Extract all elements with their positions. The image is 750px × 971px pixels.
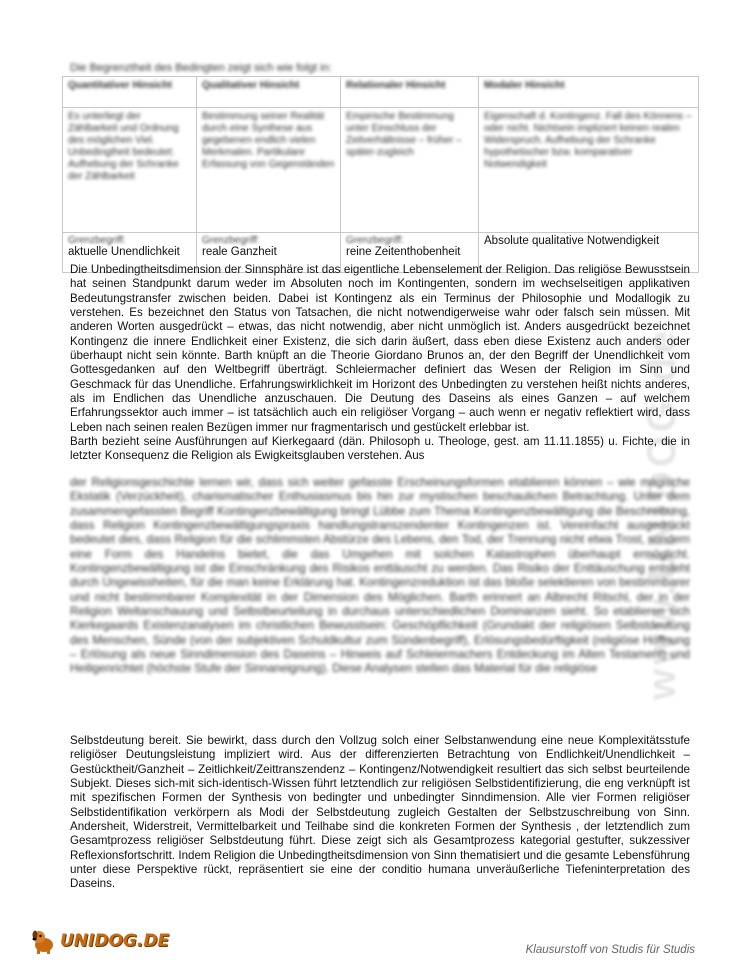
limit-concept: aktuelle Unendlichkeit — [68, 246, 180, 258]
table-row — [63, 108, 699, 233]
body-text-clear-end — [70, 734, 690, 892]
limit-concept: Absolute qualitative Notwendigkeit — [484, 235, 660, 247]
table-cell: Es unterliegt der Zählbarkeit und Ordnung des möglichen Viel. Unbedingtheit bedeutet: Aufhebung der Schranke der Zählbarkeit — [63, 108, 197, 233]
body-text-clear — [70, 263, 690, 464]
watermark: www.UNIDOG.de — [640, 327, 684, 700]
limit-concept: reine Zeitenthobenheit — [346, 246, 461, 258]
limit-label: Grenzbegriff: — [68, 235, 126, 246]
table-intro: Die Begrenztheit des Bedingten zeigt sich wie folgt in: — [70, 62, 332, 74]
table-cell: Bestimmung seiner Realität durch eine Synthese aus gegebenen endlich vielen Merkmalen. Partikulare Erfassung von Gegenständen — [197, 108, 341, 233]
paragraph: Die Unbedingtheitsdimension der Sinnsphäre ist das eigentliche Lebenselement der Religion. Das religiöse Bewusstsein hat seinen Standpunkt darum weder im Absoluten noch im Kontingenten, sondern im wechselseitigen applikativen Bedeutungstransfer zwischen beiden. Dabei ist Kontingenz als ein Terminus der Philosophie und Modallogik zu verstehen. Es bezeichnet den Status von Tatsachen, die nicht notwendigerweise wahr oder falsch sein müssen. Mit anderen Worten ausgedrückt – etwas, das nicht notwendig, aber nicht unmöglich ist. Anders ausgedrückt bezeichnet Kontingenz die innere Endlichkeit einer Existenz, die sich darin äußert, dass eben diese Existenz auch anders oder überhaupt nicht sein könnte. Barth knüpft an die Theorie Giordano Brunos an, der den Begriff der Unendlichkeit vom Gottesgedanken auf den Weltbegriff überträgt. Schleiermacher definiert das Wesen der Religion im Sinn und Geschmack für das Unendliche. Erfahrungswirklichkeit im Horizont des Unbedingten zu verstehen heißt nichts anderes, als im Endlichen das Unendliche anzuschauen. Die Deutung des Daseins als eines Ganzen – auf welchem Erfahrungssektor auch immer – ist tatsächlich auch ein religiöser Vorgang – auch wenn er negativ reflektiert wird, dass Leben nach seinen realen Bezügen immer nur fragmentarisch und gestückelt erlebbar ist. — [70, 263, 690, 434]
logo-text: UNIDOG.DE — [60, 931, 170, 951]
table-header: Qualitativer Hinsicht — [197, 77, 341, 108]
table-cell: Eigenschaft d. Kontingenz. Fall des Könnens – oder nicht. Nichtsein impliziert keinen realen Widerspruch. Aufhebung der Schranke hypothetischer bzw. komparativer Notwendigkeit — [479, 108, 699, 233]
body-text-blurred — [70, 476, 690, 734]
table-header: Modaler Hinsicht — [479, 77, 699, 108]
unidog-logo[interactable] — [28, 924, 169, 958]
table-header-row — [63, 77, 699, 108]
footer-tagline: Klausurstoff von Studis für Studis — [525, 944, 695, 956]
limit-label: Grenzbegriff: — [346, 235, 404, 246]
limit-concept: reale Ganzheit — [202, 246, 277, 258]
paragraph: der Religionsgeschichte lernen wir, dass sich weiter gefasste Erscheinungsformen etablieren können – wie magische Ekstatik (Verzückheit), charismatischer Enthusiasmus bis hin zur mystischen beschaulichen Betrachtung. Unter dem zusammengefassten Begriff Kontingenzbewältigung bringt Lübbe zum Thema Kontingenzbewältigung die Beschreibung, dass Religion Kontingenzbewältigungspraxis handlungstranszendenter Kontingenzen ist. Vereinfacht ausgedrückt bedeutet dies, dass Religion für die schlimmsten Abstürze des Lebens, den Tod, der Trennung nicht etwa Trost, sondern eine Form des Handelns bietet, die das Umgehen mit solchen Katastrophen überhaupt ermöglicht. Kontingenzbewältigung ist die Einschränkung des Risikos enttäuscht zu werden. Das Risiko der Enttäuschung entsteht durch Ungewissheiten, für die man keine Erklärung hat. Kontingenzreduktion ist das bloße selektieren von bestimmbarer und nicht bestimmbarer Komplexität in der Dimension des Möglichen. Barth erinnert an Albrecht Ritschl, der in der Religion Weltanschauung und Selbstbeurteilung in durchaus unterschiedlichen Dominanzen sieht. So etablieren sich Kierkegaards Existenzanalysen im christlichen Bewusstsein: Geschöpflichkeit (Grundakt der religiösen Selbstdeutung des Menschen, Sünde (von der subjektiven Schuldkultur zum Sündenbegriff), Erlösungsbedürftigkeit (religiöse Hoffnung – Erlösung als neue Sinndimension des Daseins – Hinweis auf Schleiermachers Entdeckung im Alten Testament) und Heiligenrichtet (höchste Stufe der Sinnaneignung). Diese Analysen stellen das Material für die religiöse — [70, 476, 690, 676]
limitation-table — [62, 76, 699, 273]
dog-icon — [28, 926, 58, 956]
table-header: Quantitativer Hinsicht — [63, 77, 197, 108]
table-cell: Empirische Bestimmung unter Einschluss der Zeitverhältnisse – früher – später-zugleich — [341, 108, 479, 233]
table-header: Relationaler Hinsicht — [341, 77, 479, 108]
limit-label: Grenzbegriff: — [202, 235, 260, 246]
paragraph: Barth bezieht seine Ausführungen auf Kierkegaard (dän. Philosoph u. Theologe, gest. am 11.11.1855) u. Fichte, die in letzter Konsequenz die Religion als Ewigkeitsglauben verstehen. Aus — [70, 435, 690, 463]
paragraph: Selbstdeutung bereit. Sie bewirkt, dass durch den Vollzug solch einer Selbstanwendung eine neue Komplexitätsstufe religiöser Deutungsleistung impliziert wird. Aus der differenzierten Betrachtung von Endlichkeit/Unendlichkeit – Gestücktheit/Ganzheit – Zeitlichkeit/Zeittranszendenz – Kontingenz/Notwendigkeit resultiert das sich selbst beurteilende Subjekt. Dieses sich-mit sich-identisch-Wissen führt letztendlich zur religiösen Selbstidentifizierung, die eng verknüpft ist mit spezifischen Formen der Synthesis von bedingter und unbedingter Sinndimension. Alle vier Formen religiöser Selbstidentifikation verkörpern als Modi der Selbstdeutung zugleich Gestalten der Selbstzuschreibung von Sinn. Andersheit, Widerstreit, Vermittelbarkeit und Teilhabe sind die konkreten Formen der Synthesis , der letztendlich zum Gesamtprozess religiöser Selbstdeutung führt. Diese zeigt sich als Gesamtprozess kategorial gestufter, sukzessiver Reflexionsfortschritt. Indem Religion die Unbedingtheitsdimension von Sinn thematisiert und die gesamte Lebensführung unter diese Perspektive rückt, repräsentiert sie eine der conditio humana unveräußerliche Tiefeninterpretation des Daseins. — [70, 734, 690, 891]
